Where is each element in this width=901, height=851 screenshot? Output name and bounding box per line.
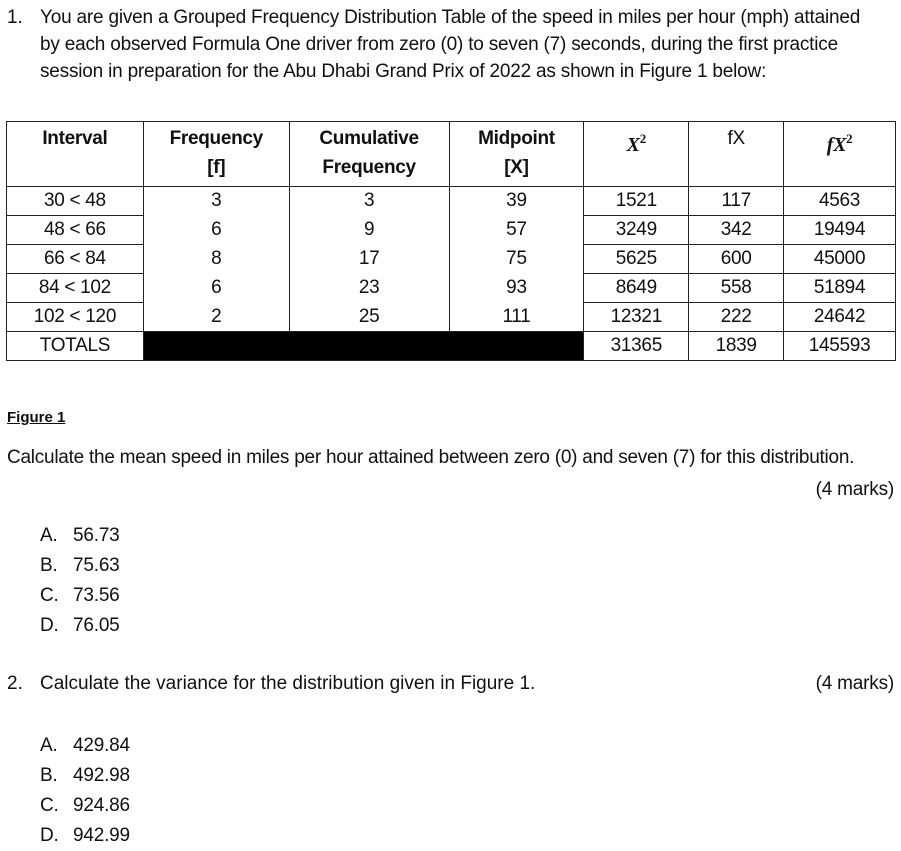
question-1-text bbox=[40, 4, 860, 85]
option-letter: A. bbox=[40, 735, 58, 756]
cell-frequency: 8 bbox=[143, 245, 289, 274]
header-frequency-label: Frequency bbox=[169, 128, 263, 149]
cell-interval: 84 < 102 bbox=[7, 274, 144, 303]
figure-label: Figure 1 bbox=[7, 409, 66, 426]
cell-cumulative: 17 bbox=[289, 245, 449, 274]
option-letter: C. bbox=[40, 795, 59, 816]
option-a[interactable] bbox=[40, 521, 120, 551]
cell-x-squared: 5625 bbox=[584, 245, 689, 274]
redacted-cells bbox=[143, 332, 584, 361]
cell-midpoint: 93 bbox=[449, 274, 584, 303]
question-1-prompt: Calculate the mean speed in miles per hour attained between zero (0) and seven (7) for this distribution. bbox=[7, 447, 855, 468]
fx-squared-base: fX bbox=[826, 134, 847, 156]
cell-interval: 102 < 120 bbox=[7, 303, 144, 332]
header-x-squared bbox=[584, 122, 689, 187]
cell-interval: 66 < 84 bbox=[7, 245, 144, 274]
question-1 bbox=[7, 4, 897, 94]
x-squared-exponent: 2 bbox=[639, 131, 646, 146]
cell-x-squared: 12321 bbox=[584, 303, 689, 332]
cell-frequency: 6 bbox=[143, 274, 289, 303]
question-1-line: You are given a Grouped Frequency Distribution Table of the speed in miles per hour (mph) attained bbox=[40, 7, 861, 28]
cell-fx-squared: 4563 bbox=[784, 187, 896, 216]
cell-frequency: 2 bbox=[143, 303, 289, 332]
cell-fx-squared: 24642 bbox=[784, 303, 896, 332]
cell-cumulative: 3 bbox=[289, 187, 449, 216]
header-midpoint-symbol: [X] bbox=[504, 157, 529, 178]
header-frequency bbox=[143, 122, 289, 187]
cell-fx: 600 bbox=[689, 245, 784, 274]
cell-fx-squared: 45000 bbox=[784, 245, 896, 274]
x-squared-symbol bbox=[626, 131, 646, 156]
cell-x-squared: 8649 bbox=[584, 274, 689, 303]
cell-fx: 342 bbox=[689, 216, 784, 245]
cell-fx: 222 bbox=[689, 303, 784, 332]
option-value: 73.56 bbox=[73, 585, 120, 606]
option-b[interactable] bbox=[40, 761, 130, 791]
x-squared-base: X bbox=[626, 134, 640, 156]
question-2-prompt: Calculate the variance for the distribution given in Figure 1. bbox=[40, 673, 536, 694]
option-b[interactable] bbox=[40, 551, 120, 581]
table-row bbox=[7, 274, 896, 303]
header-interval-label: Interval bbox=[42, 128, 108, 149]
header-fx-label: fX bbox=[727, 128, 745, 149]
fx-squared-symbol bbox=[826, 131, 853, 156]
cell-total-x-squared: 31365 bbox=[584, 332, 689, 361]
frequency-distribution-table bbox=[6, 121, 896, 361]
cell-fx-squared: 19494 bbox=[784, 216, 896, 245]
question-1-options bbox=[40, 521, 120, 641]
header-cumulative-label: Cumulative bbox=[319, 128, 419, 149]
question-2-number: 2. bbox=[7, 673, 23, 694]
option-letter: D. bbox=[40, 825, 59, 846]
cell-frequency: 3 bbox=[143, 187, 289, 216]
cell-midpoint: 111 bbox=[449, 303, 584, 332]
header-cumulative-frequency bbox=[289, 122, 449, 187]
cell-midpoint: 57 bbox=[449, 216, 584, 245]
table-row bbox=[7, 303, 896, 332]
option-value: 492.98 bbox=[73, 765, 130, 786]
option-a[interactable] bbox=[40, 731, 130, 761]
cell-fx: 558 bbox=[689, 274, 784, 303]
header-midpoint bbox=[449, 122, 584, 187]
cell-interval: 30 < 48 bbox=[7, 187, 144, 216]
table-totals-row bbox=[7, 332, 896, 361]
option-letter: B. bbox=[40, 765, 58, 786]
cell-fx: 117 bbox=[689, 187, 784, 216]
header-interval bbox=[7, 122, 144, 187]
cell-interval: 48 < 66 bbox=[7, 216, 144, 245]
option-value: 56.73 bbox=[73, 525, 120, 546]
question-1-line: session in preparation for the Abu Dhabi Grand Prix of 2022 as shown in Figure 1 below: bbox=[40, 61, 767, 82]
option-letter: D. bbox=[40, 615, 59, 636]
header-fx bbox=[689, 122, 784, 187]
cell-cumulative: 9 bbox=[289, 216, 449, 245]
table-header-row bbox=[7, 122, 896, 187]
option-value: 924.86 bbox=[73, 795, 130, 816]
question-1-number: 1. bbox=[7, 7, 23, 28]
cell-x-squared: 1521 bbox=[584, 187, 689, 216]
option-letter: A. bbox=[40, 525, 58, 546]
header-cumulative-label-2: Frequency bbox=[322, 157, 416, 178]
question-1-line: by each observed Formula One driver from zero (0) to seven (7) seconds, during the first practice bbox=[40, 34, 838, 55]
option-c[interactable] bbox=[40, 791, 130, 821]
table-row bbox=[7, 245, 896, 274]
cell-midpoint: 75 bbox=[449, 245, 584, 274]
option-letter: C. bbox=[40, 585, 59, 606]
table-row bbox=[7, 216, 896, 245]
option-d[interactable] bbox=[40, 611, 120, 641]
option-value: 942.99 bbox=[73, 825, 130, 846]
option-value: 429.84 bbox=[73, 735, 130, 756]
option-d[interactable] bbox=[40, 821, 130, 851]
cell-x-squared: 3249 bbox=[584, 216, 689, 245]
cell-total-fx: 1839 bbox=[689, 332, 784, 361]
fx-squared-exponent: 2 bbox=[846, 131, 853, 146]
question-2-marks: (4 marks) bbox=[815, 673, 894, 694]
option-c[interactable] bbox=[40, 581, 120, 611]
header-midpoint-label: Midpoint bbox=[478, 128, 555, 149]
question-2-options bbox=[40, 731, 130, 851]
header-fx-squared bbox=[784, 122, 896, 187]
cell-totals-label: TOTALS bbox=[7, 332, 144, 361]
option-value: 75.63 bbox=[73, 555, 120, 576]
cell-midpoint: 39 bbox=[449, 187, 584, 216]
cell-fx-squared: 51894 bbox=[784, 274, 896, 303]
option-value: 76.05 bbox=[73, 615, 120, 636]
option-letter: B. bbox=[40, 555, 58, 576]
cell-cumulative: 25 bbox=[289, 303, 449, 332]
table-row bbox=[7, 187, 896, 216]
header-frequency-symbol: [f] bbox=[207, 157, 226, 178]
cell-total-fx-squared: 145593 bbox=[784, 332, 896, 361]
cell-frequency: 6 bbox=[143, 216, 289, 245]
question-1-marks: (4 marks) bbox=[815, 479, 894, 500]
cell-cumulative: 23 bbox=[289, 274, 449, 303]
